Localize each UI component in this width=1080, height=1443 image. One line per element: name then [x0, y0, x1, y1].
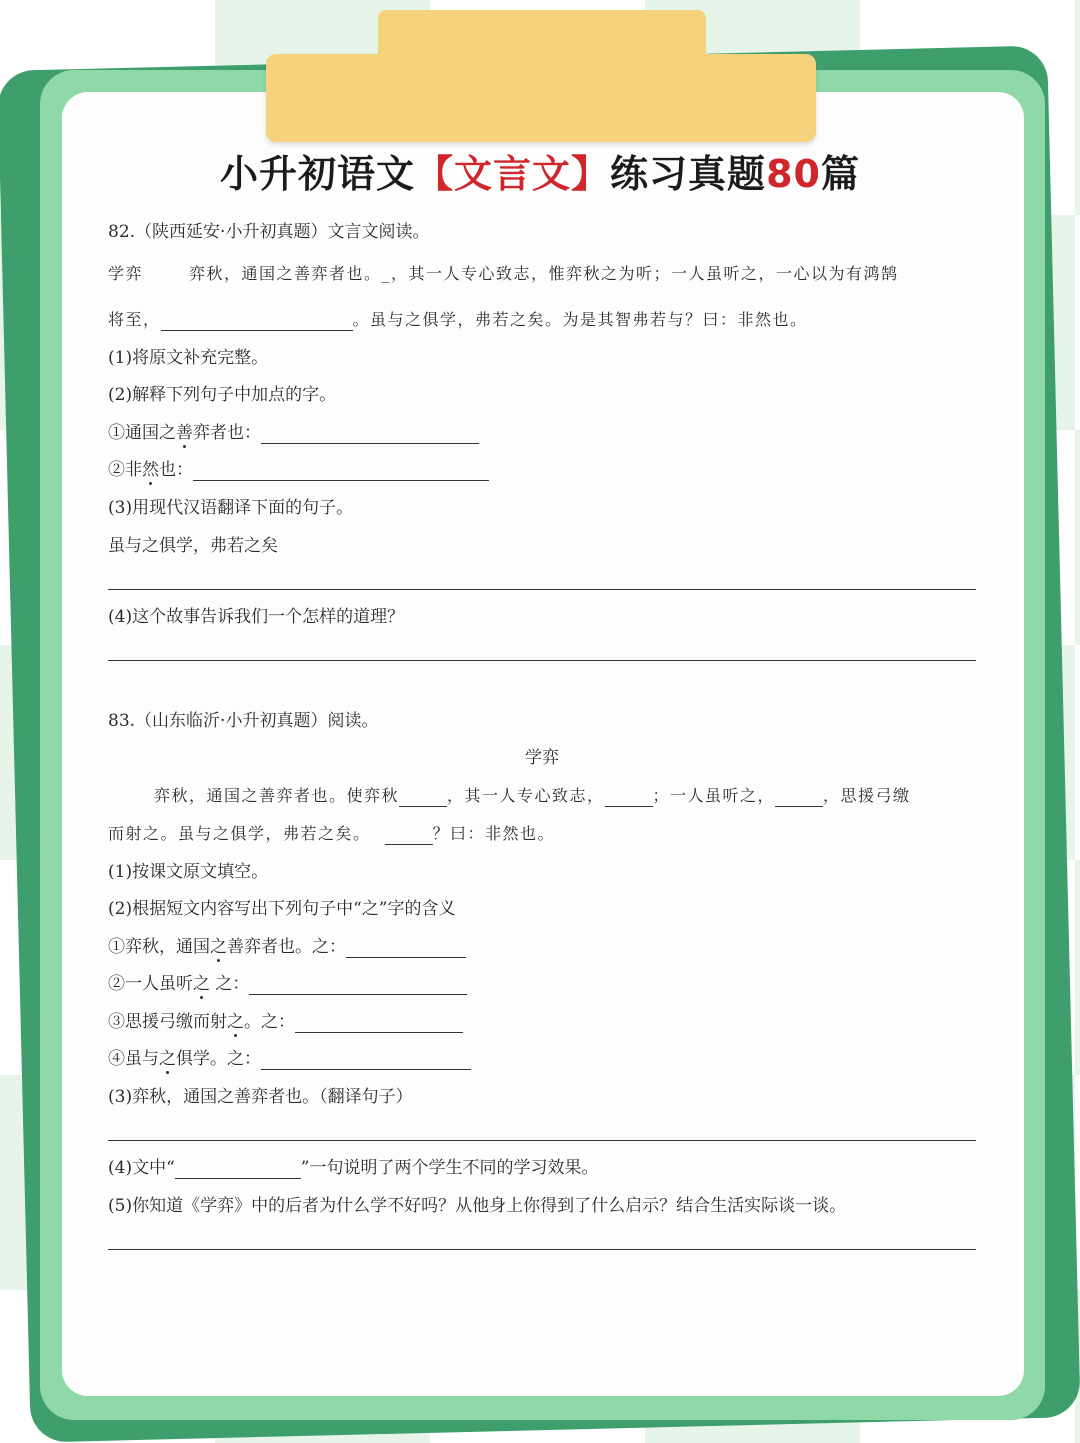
q82-passage-line-1 — [108, 263, 899, 285]
q82-passage-text-2b: 。虽与之俱学，弗若之矣。为是其智弗若与？曰：非然也。 — [352, 310, 808, 329]
q83-item-1-answer[interactable] — [346, 939, 466, 958]
q83-blank-3[interactable] — [775, 788, 823, 807]
q82-item-1-answer[interactable] — [261, 425, 479, 444]
q82-answer-line[interactable] — [108, 660, 976, 661]
q83-p2b: ？曰：非然也。 — [432, 824, 556, 843]
q83-sub4 — [108, 1157, 598, 1179]
q83-item-1-pre: ①弈秋，通国 — [108, 937, 210, 957]
q82-item-1-pre: ①通国之 — [108, 423, 176, 443]
q83-sub4-post: ”一句说明了两个学生不同的学习效果。 — [300, 1158, 599, 1178]
q83-translation-line[interactable] — [108, 1140, 976, 1141]
q83-sub4-pre: (4)文中“ — [108, 1158, 175, 1178]
q82-passage-title: 学弈 — [108, 264, 144, 283]
title-part-5: 篇 — [820, 152, 860, 196]
q83-item-2 — [108, 973, 467, 995]
q83-blank-1[interactable] — [399, 788, 447, 807]
q83-item-3-post: 。之： — [244, 1012, 295, 1032]
title-part-4: 80 — [766, 152, 821, 196]
q83-sub3: (3)弈秋，通国之善弈者也。（翻译句子） — [108, 1087, 413, 1107]
q83-item-2-pre: ②一人虽听 — [108, 974, 193, 994]
q83-passage-title: 学弈 — [525, 748, 559, 768]
q82-translation-line[interactable] — [108, 589, 976, 590]
q82-sub1: (1)将原文补充完整。 — [108, 348, 269, 368]
q83-item-4-dotted: 之 — [159, 1049, 176, 1069]
q83-item-3 — [108, 1011, 463, 1033]
tape — [266, 54, 816, 142]
q83-sub4-blank[interactable] — [175, 1160, 301, 1179]
q82-sub3: (3)用现代汉语翻译下面的句子。 — [108, 498, 354, 518]
q83-item-1 — [108, 936, 466, 958]
q82-sub2: (2)解释下列句子中加点的字。 — [108, 385, 337, 405]
q82-sub4: (4)这个故事告诉我们一个怎样的道理？ — [108, 607, 405, 627]
q83-item-3-dotted: 之 — [227, 1012, 244, 1032]
q82-fill-blank[interactable] — [161, 312, 353, 331]
q82-sentence: 虽与之俱学，弗若之矣 — [108, 536, 278, 556]
q83-item-1-dotted: 之 — [210, 937, 227, 957]
q83-item-3-answer[interactable] — [295, 1014, 463, 1033]
q82-item-1-post: 弈者也： — [193, 423, 261, 443]
title-part-3: 练习真题 — [610, 152, 767, 196]
q82-item-2-dotted: 然 — [142, 460, 159, 480]
q83-answer-line[interactable] — [108, 1249, 976, 1250]
q83-p1d: ，思援弓缴 — [823, 786, 911, 805]
q83-p1c: ；一人虽听之， — [652, 786, 776, 805]
q83-p1b: ，其一人专心致志， — [447, 786, 605, 805]
title-part-1: 小升初语文 — [220, 152, 416, 196]
q82-item-1 — [108, 422, 479, 444]
q82-item-2-pre: ②非 — [108, 460, 142, 480]
q82-item-2 — [108, 459, 489, 481]
q83-sub1: (1)按课文原文填空。 — [108, 862, 269, 882]
title-part-2: 【文言文】 — [415, 152, 611, 196]
q82-passage-text-1: 弈秋，通国之善弈者也。_，其一人专心致志，惟弈秋之为听；一人虽听之，一心以为有鸿鹄 — [189, 264, 899, 283]
q83-item-4-answer[interactable] — [261, 1051, 471, 1070]
q83-passage-line-2 — [108, 823, 555, 845]
q82-item-1-dotted: 善 — [176, 423, 193, 443]
q82-item-2-answer[interactable] — [193, 462, 489, 481]
q83-item-4-post: 俱学。之： — [176, 1049, 261, 1069]
q83-blank-2[interactable] — [605, 788, 653, 807]
q82-passage-line-2 — [108, 309, 808, 331]
q83-p1a: 弈秋，通国之善弈者也。使弈秋 — [154, 786, 400, 805]
q83-passage-line-1 — [154, 785, 911, 807]
q83-item-4 — [108, 1048, 471, 1070]
q83-p2a: 而射之。虽与之俱学，弗若之矣。 — [108, 824, 371, 843]
q83-item-1-post: 善弈者也。之： — [227, 937, 346, 957]
q83-heading: 83.（山东临沂·小升初真题）阅读。 — [108, 711, 379, 731]
q83-item-2-post: 之： — [210, 974, 250, 994]
q82-heading: 82.（陕西延安·小升初真题）文言文阅读。 — [108, 222, 430, 242]
page-title — [0, 143, 1080, 198]
q83-item-3-pre: ③思援弓缴而射 — [108, 1012, 227, 1032]
q83-sub2: (2)根据短文内容写出下列句子中“之”字的含义 — [108, 899, 456, 919]
q83-item-4-pre: ④虽与 — [108, 1049, 159, 1069]
q82-item-2-post: 也： — [159, 460, 193, 480]
q83-sub5: (5)你知道《学弈》中的后者为什么学不好吗？从他身上你得到了什么启示？结合生活实际谈一谈。 — [108, 1196, 847, 1216]
q82-passage-text-2a: 将至， — [108, 310, 161, 329]
q83-item-2-answer[interactable] — [249, 976, 467, 995]
q83-blank-4[interactable] — [385, 826, 433, 845]
q83-item-2-dotted: 之 — [193, 974, 210, 994]
